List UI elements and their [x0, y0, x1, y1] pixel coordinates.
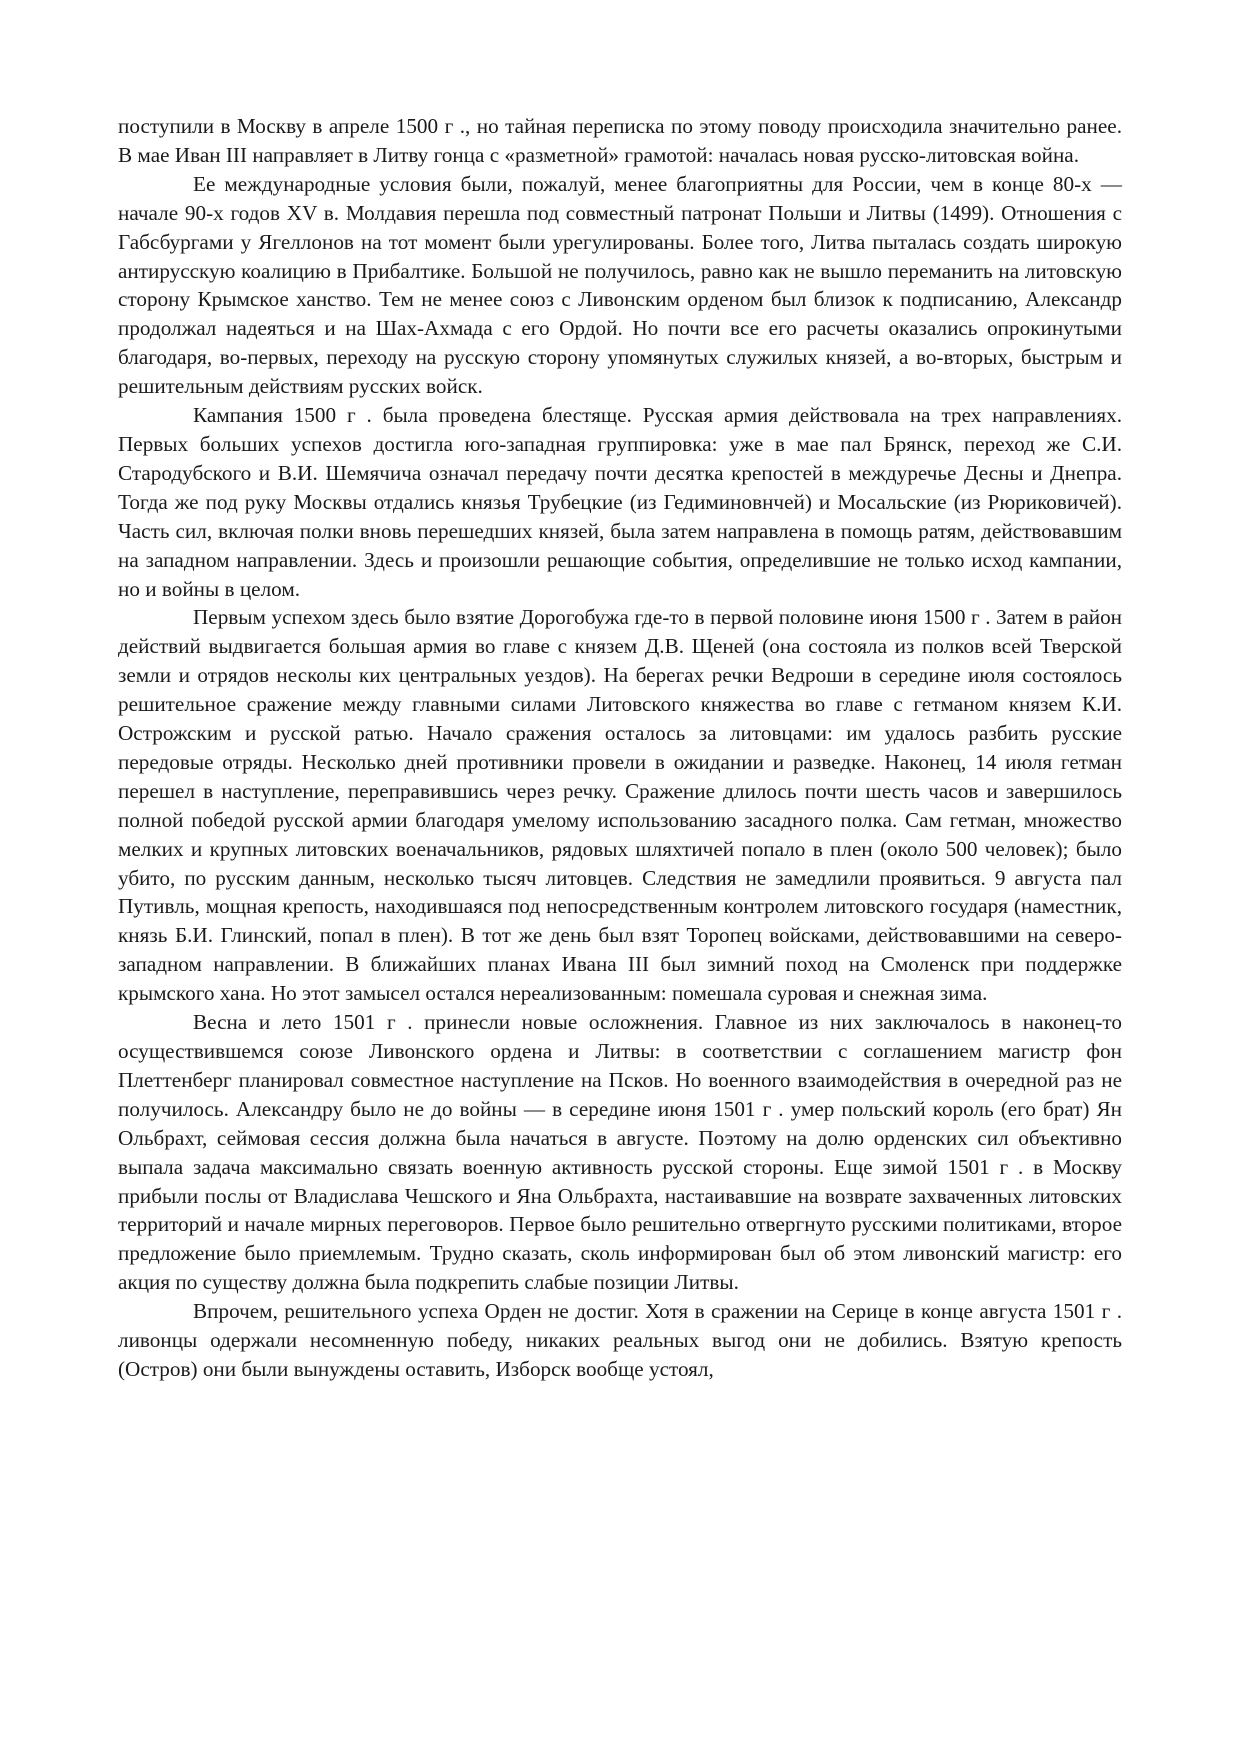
paragraph-4: Первым успехом здесь было взятие Дорогобужа где-то в первой половине июня 1500 г . Затем в район действий выдвигается большая армия во главе с князем Д.В. Щеней (она состояла из полков всей Тверской земли и отрядов несколы ких центральных уездов). На берегах речки Ведроши в середине июля состоялось решительное сражение между главными силами Литовского княжества во главе с гетманом князем К.И. Острожским и русской ратью. Начало сражения осталось за литовцами: им удалось разбить русские передовые отряды. Несколько дней противники провели в ожидании и разведке. Наконец, 14 июля гетман перешел в наступление, переправившись через речку. Сражение длилось почти шесть часов и завершилось полной победой русской армии благодаря умелому использованию засадного полка. Сам гетман, множество мелких и крупных литовских военачальников, рядовых шляхтичей попало в плен (около 500 человек); было убито, по русским данным, несколько тысяч литовцев. Следствия не замедлили проявиться. 9 августа пал Путивль, мощная крепость, находившаяся под непосредственным контролем литовского государя (наместник, князь Б.И. Глинский, попал в плен). В тот же день был взят Торопец войсками, действовавшими на северо-западном направлении. В ближайших планах Ивана III был зимний поход на Смоленск при поддержке крымского хана. Но этот замысел остался нереализованным: помешала суровая и снежная зима.: [118, 605, 1122, 1006]
paragraph-2: Ее международные условия были, пожалуй, менее благоприятны для России, чем в конце 80-х — начале 90-х годов XV в. Молдавия перешла под совместный патронат Польши и Литвы (1499). Отношения с Габсбургами у Ягеллонов на тот момент были урегулированы. Более того, Литва пыталась создать широкую антирусскую коалицию в Прибалтике. Большой не получилось, равно как не вышло переманить на литовскую сторону Крымское ханство. Тем не менее союз с Ливонским орденом был близок к подписанию, Александр продолжал надеяться и на Шах-Ахмада с его Ордой. Но почти все его расчеты оказались опрокинутыми благодаря, во-первых, переходу на русскую сторону упомянутых служилых князей, а во-вторых, быстрым и решительным действиям русских войск.: [118, 171, 1122, 399]
document-page: [118, 112, 1122, 1384]
paragraph-3: Кампания 1500 г . была проведена блестяще. Русская армия действовала на трех направлениях. Первых больших успехов достигла юго-западная группировка: уже в мае пал Брянск, переход же С.И. Стародубского и В.И. Шемячича означал передачу почти десятка крепостей в междуречье Десны и Днепра. Тогда же под руку Москвы отдались князья Трубецкие (из Гедиминовнчей) и Мосальские (из Рюриковичей). Часть сил, включая полки вновь перешедших князей, была затем направлена в помощь ратям, действовавшим на западном направлении. Здесь и произошли решающие события, определившие не только исход кампании, но и войны в целом.: [118, 403, 1122, 601]
paragraph-5: Весна и лето 1501 г . принесли новые осложнения. Главное из них заключалось в наконец-то осуществившемся союзе Ливонского ордена и Литвы: в соответствии с соглашением магистр фон Плеттенберг планировал совместное наступление на Псков. Но военного взаимодействия в очередной раз не получилось. Александру было не до войны — в середине июня 1501 г . умер польский король (его брат) Ян Ольбрахт, сеймовая сессия должна была начаться в августе. Поэтому на долю орденских сил объективно выпала задача максимально связать военную активность русской стороны. Еще зимой 1501 г . в Москву прибыли послы от Владислава Чешского и Яна Ольбрахта, настаивавшие на возврате захваченных литовских территорий и начале мирных переговоров. Первое было решительно отвергнуто русскими политиками, второе предложение было приемлемым. Трудно сказать, сколь информирован был об этом ливонский магистр: его акция по существу должна была подкрепить слабые позиции Литвы.: [118, 1010, 1122, 1295]
paragraph-6: Впрочем, решительного успеха Орден не достиг. Хотя в сражении на Серице в конце августа 1501 г . ливонцы одержали несомненную победу, никаких реальных выгод они не добились. Взятую крепость (Остров) они были вынуждены оставить, Изборск вообще устоял,: [118, 1299, 1122, 1381]
paragraph-1: поступили в Москву в апреле 1500 г ., но тайная переписка по этому поводу происходила значительно ранее. В мае Иван III направляет в Литву гонца с «разметной» грамотой: началась новая русско-литовская война.: [118, 114, 1122, 167]
